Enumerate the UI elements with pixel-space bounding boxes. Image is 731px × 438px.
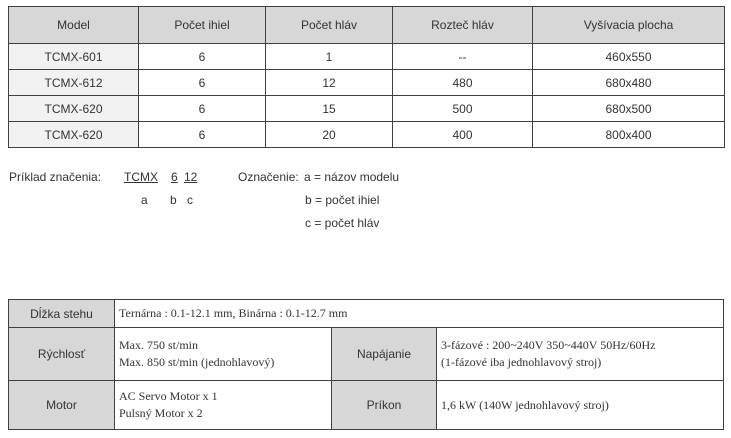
- cell-embroidery-area: 680x480: [533, 70, 725, 96]
- cell-heads: 20: [266, 122, 393, 148]
- table-row: [9, 122, 725, 148]
- table-row: [9, 96, 725, 122]
- cell-model: TCMX-601: [9, 44, 139, 70]
- example-code-model: TCMX: [124, 170, 158, 184]
- power-label: Príkon: [332, 381, 437, 430]
- example-letter-c: c: [187, 193, 193, 207]
- power-value: 1,6 kW (140W jednohlavový stroj): [437, 381, 724, 430]
- motor-value: [115, 381, 332, 430]
- speed-line-1: Max. 750 st/min: [119, 338, 199, 352]
- cell-model: TCMX-612: [9, 70, 139, 96]
- spec-row-motor: [9, 381, 724, 430]
- voltage-value: [437, 328, 724, 381]
- cell-needles: 6: [139, 96, 266, 122]
- cell-head-pitch: 400: [393, 122, 533, 148]
- models-table: [8, 6, 725, 148]
- cell-model: TCMX-620: [9, 96, 139, 122]
- legend-label: Označenie:: [238, 170, 299, 184]
- cell-needles: 6: [139, 70, 266, 96]
- stitch-length-label: Dĺžka stehu: [9, 300, 115, 328]
- cell-heads: 15: [266, 96, 393, 122]
- header-embroidery-area: Vyšívacia plocha: [533, 7, 725, 44]
- speed-line-2: Max. 850 st/min (jednohlavový): [119, 355, 275, 369]
- stitch-length-value: Ternárna : 0.1-12.1 mm, Binárna : 0.1-12.7 mm: [115, 300, 724, 328]
- cell-head-pitch: --: [393, 44, 533, 70]
- cell-embroidery-area: 460x550: [533, 44, 725, 70]
- cell-heads: 12: [266, 70, 393, 96]
- voltage-line-1: 3-fázové : 200~240V 350~440V 50Hz/60Hz: [441, 338, 656, 352]
- legend-c: c = počet hláv: [305, 216, 380, 230]
- header-head-pitch: Rozteč hláv: [393, 7, 533, 44]
- legend-b: b = počet ihiel: [305, 193, 380, 207]
- cell-heads: 1: [266, 44, 393, 70]
- example-letter-a: a: [141, 193, 148, 207]
- motor-line-2: Pulsný Motor x 2: [119, 406, 203, 420]
- speed-value: [115, 328, 332, 381]
- header-model: Model: [9, 7, 139, 44]
- cell-embroidery-area: 800x400: [533, 122, 725, 148]
- header-heads: Počet hláv: [266, 7, 393, 44]
- cell-needles: 6: [139, 44, 266, 70]
- motor-line-1: AC Servo Motor x 1: [119, 389, 218, 403]
- cell-embroidery-area: 680x500: [533, 96, 725, 122]
- voltage-label: Napájanie: [332, 328, 437, 381]
- table-row: [9, 44, 725, 70]
- table-header-row: [9, 7, 725, 44]
- legend-a: a = názov modelu: [304, 170, 400, 184]
- voltage-line-2: (1-fázové iba jednohlavový stroj): [441, 355, 602, 369]
- example-label: Príklad značenia:: [9, 170, 102, 184]
- header-needles: Počet ihiel: [139, 7, 266, 44]
- cell-model: TCMX-620: [9, 122, 139, 148]
- example-code-heads: 12: [184, 170, 198, 184]
- table-row: [9, 70, 725, 96]
- cell-head-pitch: 480: [393, 70, 533, 96]
- cell-head-pitch: 500: [393, 96, 533, 122]
- example-code-needles: 6: [171, 170, 178, 184]
- example-letter-b: b: [170, 193, 177, 207]
- speed-label: Rýchlosť: [9, 328, 115, 381]
- spec-row-stitch: [9, 300, 724, 328]
- motor-label: Motor: [9, 381, 115, 430]
- cell-needles: 6: [139, 122, 266, 148]
- spec-table: [8, 299, 724, 430]
- spec-row-speed: [9, 328, 724, 381]
